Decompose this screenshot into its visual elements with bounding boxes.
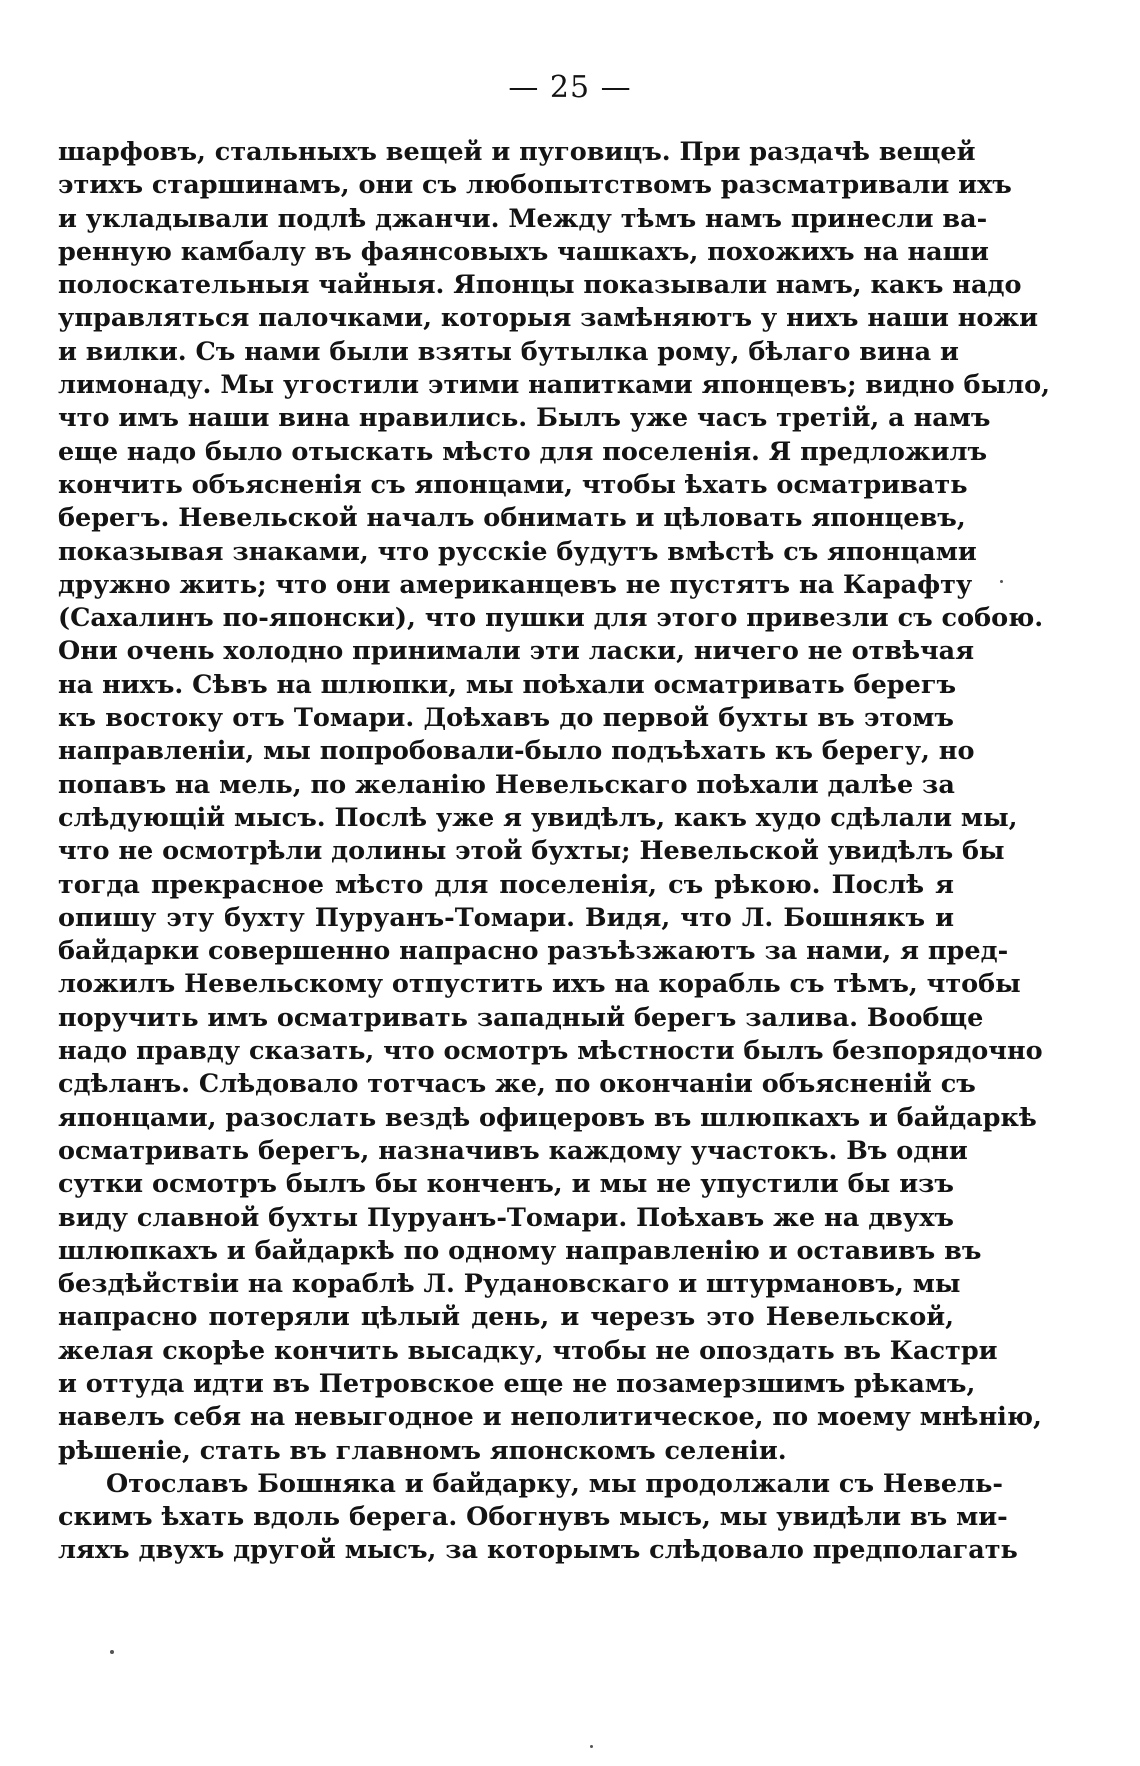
paragraph-end-line: рѣшеніе, стать въ главномъ японскомъ селеніи. bbox=[58, 1435, 787, 1466]
text-line: поручить имъ осматривать западный берегъ залива. Вообще bbox=[58, 1002, 984, 1033]
text-line: полоскательныя чайныя. Японцы показывали намъ, какъ надо bbox=[58, 270, 1022, 301]
text-line: управляться палочками, которыя замѣняютъ у нихъ наши ножи bbox=[58, 303, 1039, 334]
text-line: еще надо было отыскать мѣсто для поселенія. Я предложилъ bbox=[58, 436, 988, 467]
text-line: осматривать берегъ, назначивъ каждому участокъ. Въ одни bbox=[58, 1135, 968, 1166]
text-line: этихъ старшинамъ, они съ любопытствомъ разсматривали ихъ bbox=[58, 170, 1012, 201]
text-line: скимъ ѣхать вдоль берега. Обогнувъ мысъ, мы увидѣли въ ми- bbox=[58, 1502, 1008, 1533]
text-line: байдарки совершенно напрасно разъѣзжаютъ за нами, я пред- bbox=[58, 936, 1009, 967]
text-line: желая скорѣе кончить высадку, чтобы не опоздать въ Кастри bbox=[58, 1335, 998, 1366]
text-line: слѣдующій мысъ. Послѣ уже я увидѣлъ, какъ худо сдѣлали мы, bbox=[58, 802, 1018, 833]
text-line: виду славной бухты Пуруанъ-Томари. Поѣхавъ же на двухъ bbox=[58, 1202, 954, 1233]
text-line: что не осмотрѣли долины этой бухты; Невельской увидѣлъ бы bbox=[58, 836, 1005, 867]
text-line: (Сахалинъ по-японски), что пушки для этого привезли съ собою. bbox=[58, 603, 1044, 634]
text-line: кончить объясненія съ японцами, чтобы ѣхать осматривать bbox=[58, 469, 968, 500]
text-line: тогда прекрасное мѣсто для поселенія, съ рѣкою. Послѣ я bbox=[58, 869, 954, 900]
text-line: напрасно потеряли цѣлый день, и черезъ это Невельской, bbox=[58, 1302, 954, 1333]
text-line: сутки осмотръ былъ бы конченъ, и мы не упустили бы изъ bbox=[58, 1169, 954, 1200]
text-line: бездѣйствіи на кораблѣ Л. Рудановскаго и штурмановъ, мы bbox=[58, 1269, 961, 1300]
print-speck bbox=[590, 1745, 593, 1748]
print-speck bbox=[110, 1650, 114, 1654]
text-line: лимонаду. Мы угостили этими напитками японцевъ; видно было, bbox=[58, 370, 1050, 401]
text-line: направленіи, мы попробовали-было подъѣхать къ берегу, но bbox=[58, 736, 975, 767]
paragraph-start-line: Отославъ Бошняка и байдарку, мы продолжали съ Невель- bbox=[106, 1468, 1004, 1499]
text-line: и оттуда идти въ Петровское еще не позамерзшимъ рѣкамъ, bbox=[58, 1368, 976, 1399]
page-body-text bbox=[58, 136, 1050, 1568]
text-line: попавъ на мель, по желанію Невельскаго поѣхали далѣе за bbox=[58, 769, 955, 800]
text-line: навелъ себя на невыгодное и неполитическое, по моему мнѣнію, bbox=[58, 1402, 1042, 1433]
text-line: берегъ. Невельской началъ обнимать и цѣловать японцевъ, bbox=[58, 503, 966, 534]
page-number: — 25 — bbox=[508, 70, 632, 105]
text-line: и вилки. Съ нами были взяты бутылка рому, бѣлаго вина и bbox=[58, 336, 959, 367]
text-line: показывая знаками, что русскіе будутъ вмѣстѣ съ японцами bbox=[58, 536, 977, 567]
text-line: и укладывали подлѣ джанчи. Между тѣмъ намъ принесли ва- bbox=[58, 203, 988, 234]
text-line: дружно жить; что они американцевъ не пустятъ на Карафту bbox=[58, 569, 973, 600]
text-line: на нихъ. Сѣвъ на шлюпки, мы поѣхали осматривать берегъ bbox=[58, 669, 957, 700]
text-line: ложилъ Невельскому отпустить ихъ на корабль съ тѣмъ, чтобы bbox=[58, 969, 1021, 1000]
print-speck bbox=[1000, 580, 1003, 583]
text-line: шарфовъ, стальныхъ вещей и пуговицъ. При раздачѣ вещей bbox=[58, 137, 976, 167]
text-line: ляхъ двухъ другой мысъ, за которымъ слѣдовало предполагать bbox=[58, 1535, 1018, 1566]
text-line: Они очень холодно принимали эти ласки, ничего не отвѣчая bbox=[58, 636, 975, 667]
text-line: къ востоку отъ Томари. Доѣхавъ до первой бухты въ этомъ bbox=[58, 703, 954, 734]
text-line: сдѣланъ. Слѣдовало тотчасъ же, по окончаніи объясненій съ bbox=[58, 1069, 976, 1100]
text-line: ренную камбалу въ фаянсовыхъ чашкахъ, похожихъ на наши bbox=[58, 236, 989, 267]
text-line: надо правду сказать, что осмотръ мѣстности былъ безпорядочно bbox=[58, 1036, 1043, 1067]
text-line: шлюпкахъ и байдаркѣ по одному направленію и оставивъ въ bbox=[58, 1235, 982, 1266]
text-line: опишу эту бухту Пуруанъ-Томари. Видя, что Л. Бошнякъ и bbox=[58, 902, 954, 933]
text-line: что имъ наши вина нравились. Былъ уже часъ третій, а намъ bbox=[58, 403, 991, 434]
text-line: японцами, разослать вездѣ офицеровъ въ шлюпкахъ и байдаркѣ bbox=[58, 1102, 1037, 1133]
